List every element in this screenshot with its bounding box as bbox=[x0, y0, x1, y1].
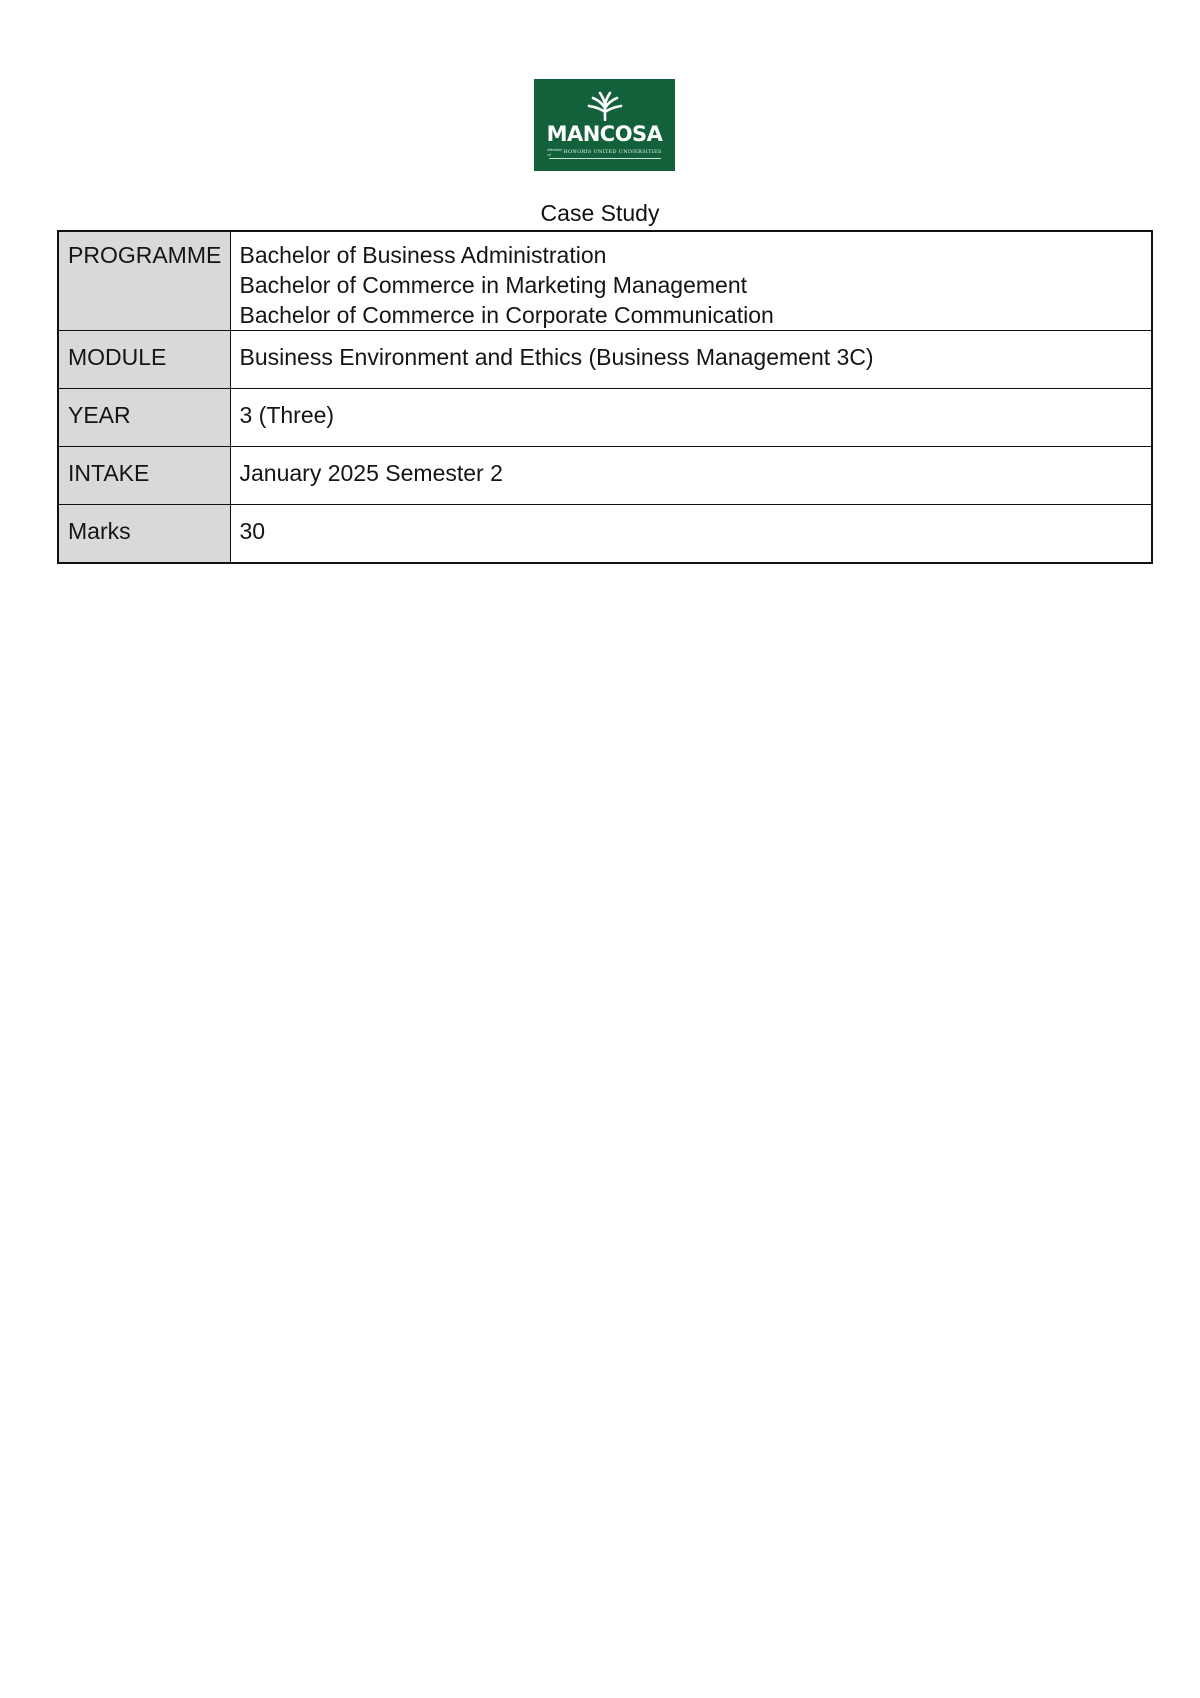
logo-rule bbox=[549, 158, 661, 159]
table-row-module bbox=[58, 331, 1152, 389]
details-table bbox=[57, 230, 1153, 564]
programme-line: Bachelor of Business Administration bbox=[239, 242, 607, 268]
row-label: MODULE bbox=[58, 331, 230, 389]
table-row-marks bbox=[58, 505, 1152, 563]
mancosa-logo bbox=[534, 79, 675, 171]
row-label: PROGRAMME bbox=[58, 231, 230, 331]
row-label: Marks bbox=[58, 505, 230, 563]
logo-network: HONORIS UNITED UNIVERSITIES bbox=[563, 149, 662, 155]
row-value: 3 (Three) bbox=[230, 389, 1152, 447]
table-row-year bbox=[58, 389, 1152, 447]
logo-tagline bbox=[534, 147, 675, 157]
stylized-tree-icon bbox=[585, 91, 625, 121]
logo-member-of: Member of bbox=[547, 147, 563, 157]
row-value bbox=[230, 231, 1152, 331]
row-label: YEAR bbox=[58, 389, 230, 447]
row-label: INTAKE bbox=[58, 447, 230, 505]
row-value: January 2025 Semester 2 bbox=[230, 447, 1152, 505]
programme-line: Bachelor of Commerce in Marketing Management bbox=[239, 272, 748, 298]
table-row-intake bbox=[58, 447, 1152, 505]
document-title: Case Study bbox=[540, 200, 660, 226]
programme-line: Bachelor of Commerce in Corporate Communication bbox=[239, 302, 774, 328]
table-row-programme bbox=[58, 231, 1152, 331]
logo-wordmark: MANCOSA bbox=[546, 122, 663, 146]
row-value: 30 bbox=[230, 505, 1152, 563]
row-value: Business Environment and Ethics (Business Management 3C) bbox=[230, 331, 1152, 389]
